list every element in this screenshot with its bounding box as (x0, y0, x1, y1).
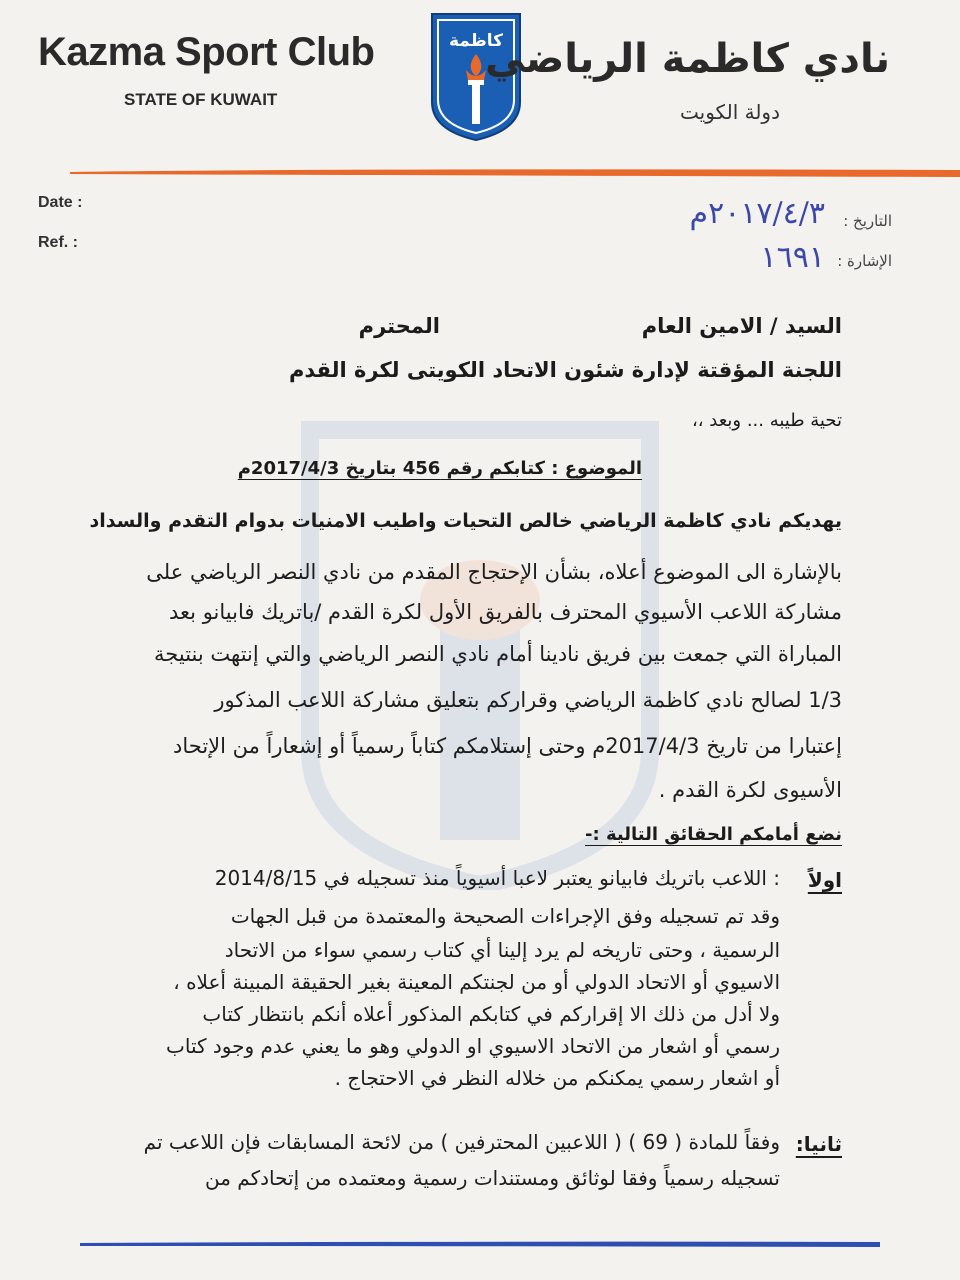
ref-label-en: Ref. : (38, 234, 78, 251)
date-value-handwritten: ٢٠١٧/٤/٣م (689, 196, 825, 231)
paragraph-line: 1/3 لصالح نادي كاظمة الرياضي وقراركم بتعليق مشاركة اللاعب المذكور (214, 688, 842, 712)
clause-line: وفقاً للمادة ( 69 ) ( اللاعبين المحترفين ) من لائحة المسابقات فإن اللاعب تم (143, 1130, 780, 1154)
clause-line: الرسمية ، وحتى تاريخه لم يرد إلينا أي كتاب رسمي سواء من الاتحاد (224, 938, 780, 962)
greeting: تحية طيبه ... وبعد ،، (691, 410, 842, 431)
header-divider (70, 168, 960, 178)
ref-label-ar: الإشارة : (837, 252, 892, 270)
ref-value-handwritten: ١٦٩١ (760, 240, 825, 275)
logo-text: كاظمة (449, 31, 503, 51)
state-name-ar: دولة الكويت (680, 100, 780, 124)
clause1-label: اولاً (807, 868, 842, 892)
intro-line: يهديكم نادي كاظمة الرياضي خالص التحيات واطيب الامنيات بدوام التقدم والسداد (89, 510, 842, 532)
paragraph-line: إعتبارا من تاريخ 2017/4/3م وحتى إستلامكم كتاباً رسمياً أو إشعاراً من الإتحاد (173, 734, 842, 758)
state-name-en: STATE OF KUWAIT (124, 90, 278, 109)
clause-line: : اللاعب باتريك فابيانو يعتبر لاعبا أسيوياً منذ تسجيله في 2014/8/15 (214, 866, 780, 890)
clause-line: الاسيوي أو الاتحاد الدولي أو من لجنتكم المعينة بغير الحقيقة المبينة أعلاه ، (173, 970, 780, 994)
club-name-en: Kazma Sport Club (38, 30, 375, 74)
subject-line: الموضوع : كتابكم رقم 456 بتاريخ 2017/4/3م (237, 458, 642, 479)
recipient-title: السيد / الامين العام (641, 314, 842, 338)
clause-line: أو اشعار رسمي يمكنكم من خلاله النظر في الاحتجاج . (334, 1066, 780, 1090)
footer-divider (80, 1240, 880, 1248)
paragraph-line: بالإشارة الى الموضوع أعلاه، بشأن الإحتجاج المقدم من نادي النصر الرياضي على (146, 560, 842, 584)
club-name-ar: نادي كاظمة الرياضي (485, 36, 890, 82)
recipient-committee: اللجنة المؤقتة لإدارة شئون الاتحاد الكويتى لكرة القدم (288, 358, 842, 382)
clause-line: ولا أدل من ذلك الا إقراركم في كتابكم المذكور أعلاه أنكم بانتظار كتاب (202, 1002, 780, 1026)
date-label-ar: التاريخ : (843, 212, 892, 230)
paragraph-line: مشاركة اللاعب الأسيوي المحترف بالفريق الأول لكرة القدم /باتريك فابيانو بعد (169, 600, 842, 624)
paragraph-line: الأسيوى لكرة القدم . (658, 778, 842, 802)
facts-heading: نضع أمامكم الحقائق التالية :- (585, 824, 842, 845)
clause-line: وقد تم تسجيله وفق الإجراءات الصحيحة والمعتمدة من قبل الجهات (230, 904, 780, 928)
paragraph-line: المباراة التي جمعت بين فريق نادينا أمام نادي النصر الرياضي والتي إنتهت بنتيجة (154, 642, 842, 666)
recipient-honorific: المحترم (358, 314, 440, 338)
clause2-label: ثانيا: (795, 1132, 842, 1156)
clause-line: تسجيله رسمياً وفقا لوثائق ومستندات رسمية ومعتمده من إتحادكم من (204, 1166, 780, 1190)
date-label-en: Date : (38, 194, 83, 211)
clause-line: رسمي أو اشعار من الاتحاد الاسيوي او الدولي وهو ما يعني عدم وجود كتاب (166, 1034, 780, 1058)
